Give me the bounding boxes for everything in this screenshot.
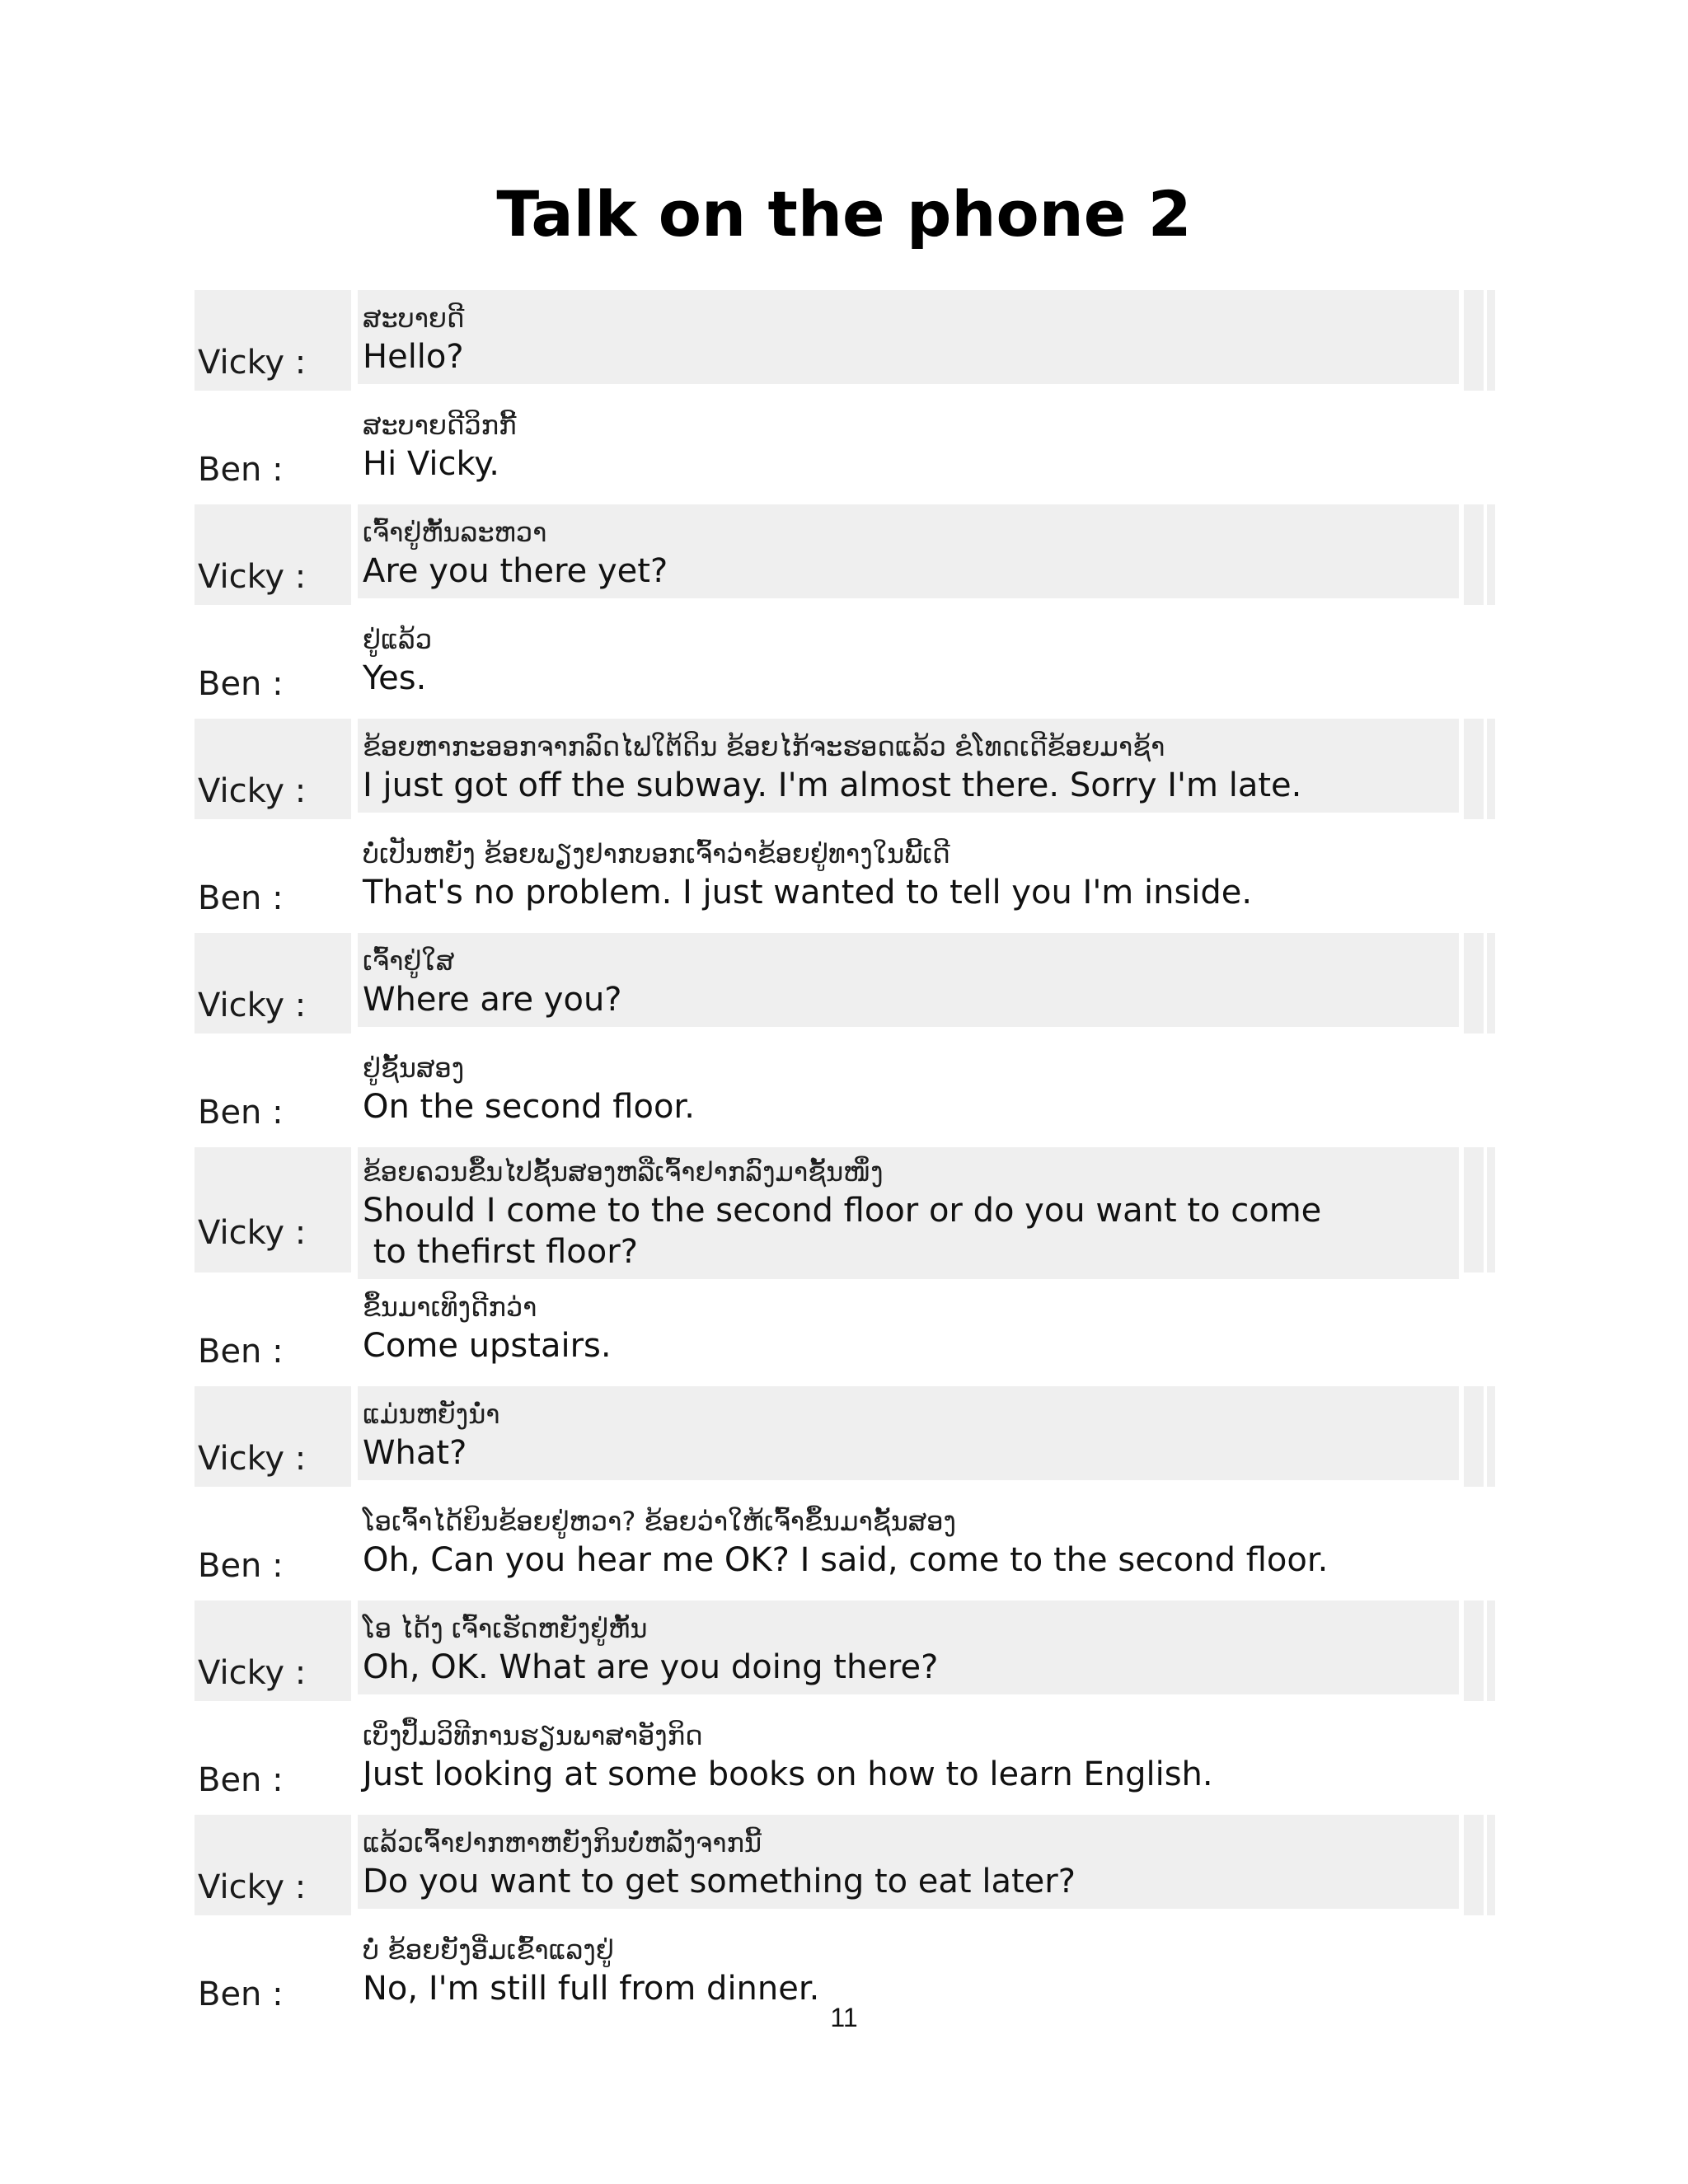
- english-line: Do you want to get something to eat later?: [363, 1863, 1076, 1900]
- lao-translation: ສະບາຍດີວິກກີ້: [363, 410, 517, 441]
- english-line: Where are you?: [363, 981, 622, 1019]
- table-edge: [1464, 1147, 1484, 1272]
- speaker-cell: [195, 612, 351, 712]
- speaker-label: Vicky :: [198, 987, 307, 1024]
- dialogue-row: [195, 397, 1497, 498]
- text-cell: [358, 1386, 1459, 1480]
- speaker-cell: [195, 1708, 351, 1808]
- speaker-label: Vicky :: [198, 1654, 307, 1692]
- english-line: I just got off the subway. I'm almost there. Sorry I'm late.: [363, 766, 1302, 804]
- text-cell: [358, 1279, 1459, 1373]
- lao-translation: ເບິ່ງປຶ້ມວິທີການຮຽນພາສາອັງກິດ: [363, 1720, 703, 1751]
- lao-translation: ສະບາຍດີ: [363, 302, 465, 334]
- english-line-continued: to thefirst floor?: [363, 1233, 638, 1271]
- english-line: What?: [363, 1434, 467, 1472]
- english-line: Hi Vicky.: [363, 445, 499, 483]
- lao-translation: ຂຶ້ນມາເທິງດີກວ່າ: [363, 1291, 537, 1323]
- text-cell: [358, 1040, 1459, 1134]
- speaker-label: Ben :: [198, 1975, 284, 2013]
- table-edge: [1464, 290, 1484, 391]
- text-cell: [358, 504, 1459, 598]
- lao-translation: ຢູ່ແລ້ວ: [363, 624, 433, 655]
- english-line: Oh, Can you hear me OK? I said, come to the second floor.: [363, 1541, 1329, 1579]
- speaker-cell: [195, 826, 351, 926]
- dialogue-row: [195, 1040, 1497, 1141]
- speaker-label: Ben :: [198, 879, 284, 917]
- speaker-cell: [195, 290, 351, 391]
- dialogue-row: [195, 612, 1497, 712]
- english-line: No, I'm still full from dinner.: [363, 1970, 820, 2008]
- text-cell: [358, 933, 1459, 1027]
- dialogue-row: [195, 1493, 1497, 1594]
- lao-translation: ຂ້ອຍຫາກະອອກຈາກລົດໄຟໃຕ້ດິນ ຂ້ອຍໄກ້ຈະຮອດແລ້ວ ຂໍໂທດເດີຂ້ອຍມາຊ້າ: [363, 731, 1165, 762]
- table-edge: [1487, 1815, 1495, 1915]
- speaker-cell: [195, 1601, 351, 1701]
- text-cell: [358, 1147, 1459, 1279]
- speaker-label: Ben :: [198, 1547, 284, 1585]
- table-edge: [1487, 1601, 1495, 1701]
- text-cell: [358, 612, 1459, 705]
- lao-translation: ເຈົ້າຢູ່ຫັ້ນລະຫວາ: [363, 517, 547, 548]
- text-cell: [358, 1493, 1459, 1587]
- speaker-label: Vicky :: [198, 1440, 307, 1478]
- page-number: 11: [830, 2003, 858, 2032]
- speaker-cell: [195, 504, 351, 605]
- english-line: Should I come to the second floor or do you want to come: [363, 1192, 1322, 1230]
- lao-translation: ບໍ່ເປັນຫຍັງ ຂ້ອຍພຽງຢາກບອກເຈົ້າວ່າຂ້ອຍຢູ່ທາງໃນພີ້ເດີ: [363, 838, 950, 869]
- speaker-label: Ben :: [198, 665, 284, 703]
- dialogue-row: [195, 1279, 1497, 1380]
- lao-translation: ແລ້ວເຈົ້າຢາກຫາຫຍັງກິນບໍ່ຫລັງຈາກນີ້: [363, 1827, 762, 1858]
- lao-translation: ເຈົ້າຢູ່ໃສ: [363, 945, 455, 977]
- text-cell: [358, 719, 1459, 813]
- table-edge: [1487, 1147, 1495, 1272]
- table-edge: [1464, 1386, 1484, 1487]
- speaker-cell: [195, 1493, 351, 1594]
- dialogue-row: [195, 1601, 1497, 1701]
- speaker-cell: [195, 933, 351, 1033]
- speaker-cell: [195, 1147, 351, 1272]
- dialogue-row: [195, 826, 1497, 926]
- text-cell: [358, 826, 1459, 920]
- dialogue-row: [195, 504, 1497, 605]
- text-cell: [358, 1815, 1459, 1909]
- speaker-label: Ben :: [198, 1094, 284, 1132]
- english-line: On the second floor.: [363, 1088, 695, 1126]
- speaker-label: Vicky :: [198, 558, 307, 596]
- table-edge: [1464, 1815, 1484, 1915]
- speaker-cell: [195, 1815, 351, 1915]
- dialogue-row: [195, 1708, 1497, 1808]
- text-cell: [358, 397, 1459, 491]
- speaker-cell: [195, 719, 351, 819]
- speaker-label: Ben :: [198, 1761, 284, 1799]
- table-edge: [1464, 1601, 1484, 1701]
- table-edge: [1487, 719, 1495, 819]
- table-edge: [1487, 1386, 1495, 1487]
- lao-translation: ໂອເຈົ້າໄດ້ຍິນຂ້ອຍຢູ່ຫວາ? ຂ້ອຍວ່າໃຫ້ເຈົ້າຂຶ້ນມາຊັ້ນສອງ: [363, 1506, 956, 1537]
- lao-translation: ຂ້ອຍຄວນຂຶ້ນໄປຊັ້ນສອງຫລືເຈົ້າຢາກລົງມາຊັ້ນໜຶ່ງ: [363, 1156, 884, 1188]
- english-line: Are you there yet?: [363, 552, 668, 590]
- dialogue-row: [195, 1815, 1497, 1915]
- lao-translation: ຢູ່ຊັ້ນສອງ: [363, 1052, 465, 1084]
- lao-translation: ແມ່ນຫຍັງນໍ່າ: [363, 1399, 500, 1430]
- english-line: Yes.: [363, 659, 427, 697]
- english-line: Oh, OK. What are you doing there?: [363, 1648, 939, 1686]
- lao-translation: ບໍ່ ຂ້ອຍຍັງອີ່ມເຂົ້າແລງຢູ່: [363, 1934, 614, 1966]
- english-line: That's no problem. I just wanted to tell you I'm inside.: [363, 874, 1253, 912]
- text-cell: [358, 1708, 1459, 1802]
- speaker-cell: [195, 1386, 351, 1487]
- dialogue-row: [195, 719, 1497, 819]
- dialogue-row: [195, 1386, 1497, 1487]
- lao-translation: ໂອ ໄດ້ງ ເຈົ້າເຮັດຫຍັງຢູ່ຫັ້ນ: [363, 1613, 648, 1644]
- dialogue-table: [195, 290, 1497, 2029]
- dialogue-row: [195, 290, 1497, 391]
- speaker-cell: [195, 397, 351, 498]
- dialogue-row: [195, 1147, 1497, 1272]
- speaker-cell: [195, 1040, 351, 1141]
- speaker-label: Vicky :: [198, 344, 307, 382]
- table-edge: [1487, 290, 1495, 391]
- table-edge: [1464, 504, 1484, 605]
- speaker-label: Ben :: [198, 1333, 284, 1371]
- speaker-label: Ben :: [198, 451, 284, 489]
- english-line: Come upstairs.: [363, 1327, 612, 1365]
- speaker-cell: [195, 1279, 351, 1380]
- table-edge: [1464, 933, 1484, 1033]
- speaker-label: Vicky :: [198, 1868, 307, 1906]
- english-line: Hello?: [363, 338, 464, 376]
- page-title: Talk on the phone 2: [496, 177, 1192, 251]
- table-edge: [1464, 719, 1484, 819]
- table-edge: [1487, 504, 1495, 605]
- dialogue-row: [195, 933, 1497, 1033]
- speaker-label: Vicky :: [198, 1214, 307, 1252]
- table-edge: [1487, 933, 1495, 1033]
- text-cell: [358, 1601, 1459, 1694]
- text-cell: [358, 290, 1459, 384]
- speaker-label: Vicky :: [198, 772, 307, 810]
- english-line: Just looking at some books on how to learn English.: [363, 1755, 1213, 1793]
